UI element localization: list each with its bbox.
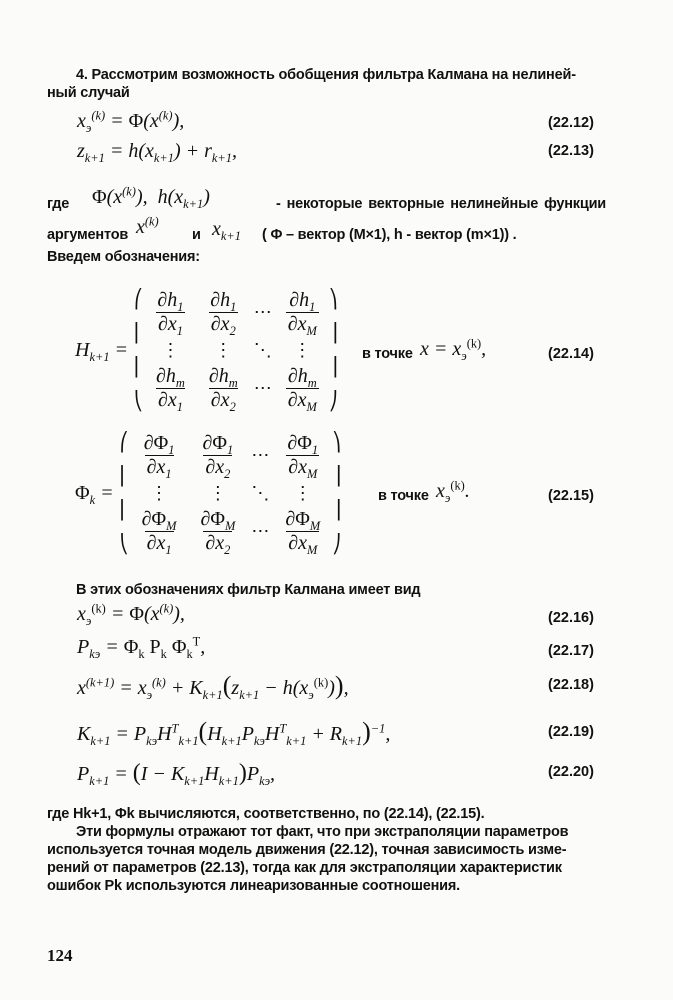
notation-line: Введем обозначения: [47, 249, 200, 265]
eq-number-22-14: (22.14) [548, 346, 594, 362]
equation-22-18: $x^{(k+1)} = x_э^{(k)} + K_{k+1}(z_{k+1} - h(x_э^{(k)}))$, [77, 671, 349, 702]
eq-number-22-20: (22.20) [548, 764, 594, 780]
equation-22-17: $P_{kэ} = \Phi_k$ $P_k$ $\Phi_k^T$, [77, 634, 206, 661]
where-lead: где [47, 196, 70, 212]
where-text-2: аргументов [47, 227, 129, 243]
eq-number-22-13: (22.13) [548, 143, 594, 159]
eq-number-22-15: (22.15) [548, 488, 594, 504]
eq-number-22-12: (22.12) [548, 115, 594, 131]
functions-expression: $\Phi(x^{(k)})$, $h(x_{k+1})$ [92, 184, 210, 211]
page-number: 124 [47, 946, 73, 965]
intro-line-1: 4. Рассмотрим возможность обобщения фильтра Калмана на нелиней- [76, 67, 576, 83]
equation-22-12: $x_э^{(k)} = \Phi(x^{(k)})$, [77, 108, 185, 135]
equation-22-13: $z_{k+1} = h(x_{k+1}) + r_{k+1}$, [77, 140, 237, 165]
intro-line-2: ный случай [47, 85, 130, 101]
where-text-and: и [192, 227, 201, 243]
eq-number-22-16: (22.16) [548, 610, 594, 626]
at-point-expression-1: $x = x_э^{(k)}$, [420, 336, 487, 363]
eq-number-22-18: (22.18) [548, 677, 594, 693]
closing-line-4: рений от параметров (22.13), тогда как для экстраполяции характеристик [47, 860, 562, 876]
closing-line-2: Эти формулы отражают тот факт, что при экстраполяции параметров [76, 824, 569, 840]
eq-number-22-17: (22.17) [548, 643, 594, 659]
at-point-label-1: в точке [362, 346, 413, 362]
arg-x-k: $x^{(k)}$ [136, 214, 159, 238]
closing-line-5: ошибок Pk используются линеаризованные соотношения. [47, 878, 460, 894]
at-point-expression-2: $x_э^{(k)}$. [436, 478, 470, 505]
closing-line-1: где Hk+1, Φk вычисляются, соответственно, по (22.14), (22.15). [47, 806, 485, 822]
equation-22-16: $x_э^{(k)} = \Phi(x^{(k)})$, [77, 601, 185, 628]
where-text-1: - некоторые векторные нелинейные функции [276, 196, 606, 212]
closing-line-3: используется точная модель движения (22.12), точная зависимость изме- [47, 842, 567, 858]
equation-22-15: $\Phi_k$ = ⎛ ⎜ ⎜ ⎝ $\frac{\partial\Phi_1}{\partial x_1}$ $\frac{\partial\Phi_1}{\partial x_2}$ ⋯ $\frac{\partial\Phi_1}{\partial x_M}$ ⋮ ⋮ ⋱ ⋮ $\frac{\partial\Phi_M}{\partial x_1}$ $\frac{\partial\Phi_M}{\partial x_2}$ ⋯ $\frac{\partial\Phi_M}{\partial x_M}$ ⎞ ⎟ ⎟ ⎠ [75, 431, 342, 557]
equation-22-19: $K_{k+1} = P_{kэ}H^T_{k+1}(H_{k+1}P_{kэ}H^T_{k+1} + R_{k+1})^{-1}$, [77, 717, 391, 748]
arg-x-k1: $x_{k+1}$ [212, 218, 241, 243]
at-point-label-2: в точке [378, 488, 429, 504]
equation-22-20: $P_{k+1} = (I - K_{k+1}H_{k+1})P_{kэ}$, [77, 760, 276, 788]
kalman-intro: В этих обозначениях фильтр Калмана имеет вид [76, 582, 421, 598]
where-text-dims: ( Φ – вектор (M×1), h - вектор (m×1)) . [262, 227, 517, 243]
equation-22-14: $H_{k+1}$ = ⎛ ⎜ ⎜ ⎝ $\frac{\partial h_1}{\partial x_1}$ $\frac{\partial h_1}{\partial x_2}$ ⋯ $\frac{\partial h_1}{\partial x_M}$ ⋮ ⋮ ⋱ ⋮ $\frac{\partial h_m}{\partial x_1}$ $\frac{\partial h_m}{\partial x_2}$ ⋯ $\frac{\partial h_m}{\partial x_M}$ ⎞ ⎟ ⎟ ⎠ [75, 288, 338, 414]
eq-number-22-19: (22.19) [548, 724, 594, 740]
